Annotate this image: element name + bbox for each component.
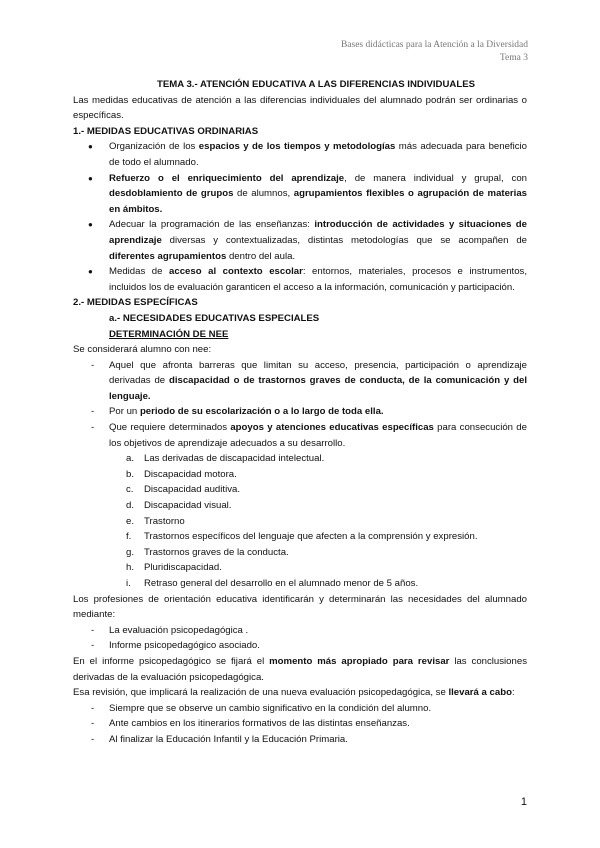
document-title: TEMA 3.- ATENCIÓN EDUCATIVA A LAS DIFERENCIAS INDIVIDUALES	[156, 79, 476, 90]
list-item: - Que requiere determinados apoyos y atenciones educativas específicas para consecución de los objetivos de aprendizaje adecuados a su desarrollo.	[73, 420, 527, 451]
list-item: - Por un periodo de su escolarización o a lo largo de toda ella.	[73, 404, 527, 420]
list-item: a. Las derivadas de discapacidad intelectual.	[126, 453, 325, 465]
page-header	[341, 39, 528, 65]
ordinary-measures-list	[73, 139, 527, 295]
list-item: - Ante cambios en los itinerarios formativos de las distintas enseñanzas.	[73, 716, 527, 732]
subsection-subheading: DETERMINACIÓN DE NEE	[109, 328, 229, 340]
review-paragraph: Esa revisión, que implicará la realización de una nueva evaluación psicopedagógica, se llevará a cabo:	[73, 687, 515, 699]
list-item: - Informe psicopedagógico asociado.	[73, 638, 527, 654]
list-item: e. Trastorno	[126, 515, 185, 527]
disability-types-list	[73, 451, 527, 591]
header-course-title: Bases didácticas para la Atención a la Diversidad	[340, 40, 528, 50]
section-1-heading: 1.- MEDIDAS EDUCATIVAS ORDINARIAS	[73, 125, 259, 137]
list-item: i. Retraso general del desarrollo en el alumnado menor de 5 años.	[126, 578, 419, 589]
list-item: c. Discapacidad auditiva.	[126, 484, 240, 496]
document-body	[73, 77, 527, 748]
list-item: f. Trastornos específicos del lenguaje que afecten a la comprensión y expresión.	[126, 531, 478, 543]
list-item: - Siempre que se observe un cambio significativo en la condición del alumno.	[73, 701, 527, 717]
page-number: 1	[520, 796, 527, 808]
intro-paragraph: Las medidas educativas de atención a las diferencias individuales del alumnado podrán ser ordinarias o específicas.	[73, 94, 527, 122]
list-item: g. Trastornos graves de la conducta.	[126, 546, 289, 558]
list-item: d. Discapacidad visual.	[126, 500, 232, 512]
list-item: - Aquel que afronta barreras que limitan su acceso, presencia, participación o aprendizaje derivadas de discapacidad o de trastornos graves de conducta, de la comunicación y del lenguaje.	[73, 358, 527, 405]
list-item: b. Discapacidad motora.	[126, 468, 237, 480]
review-cases-list	[73, 701, 527, 748]
nee-lead: Se considerará alumno con nee:	[73, 344, 212, 356]
list-item: h. Pluridiscapacidad.	[126, 562, 222, 574]
subsection-heading: a.- NECESIDADES EDUCATIVAS ESPECIALES	[109, 312, 320, 324]
section-2-heading: 2.- MEDIDAS ESPECÍFICAS	[73, 297, 198, 309]
header-topic: Tema 3	[499, 53, 528, 63]
list-item: ● Refuerzo o el enriquecimiento del aprendizaje, de manera individual y grupal, con desdoblamiento de grupos de alumnos, agrupamientos flexibles o agrupación de materias en ámbitos.	[73, 171, 527, 218]
orientation-paragraph: Los profesiones de orientación educativa identificarán y determinarán las necesidades del alumnado mediante:	[73, 593, 527, 621]
report-paragraph: En el informe psicopedagógico se fijará el momento más apropiado para revisar las conclusiones derivadas de la evaluación psicopedagógica.	[73, 655, 527, 683]
list-item: ● Medidas de acceso al contexto escolar: entornos, materiales, procesos e instrumentos, incluidos los de evaluación garanticen el acceso a la información, comunicación y participación.	[73, 264, 527, 295]
list-item: - La evaluación psicopedagógica .	[73, 623, 527, 639]
evaluation-list	[73, 623, 527, 654]
list-item: ● Adecuar la programación de las enseñanzas: introducción de actividades y situaciones de aprendizaje diversas y contextualizadas, distintas metodologías que se acompañen de diferentes agrupamientos dentro del aula.	[73, 217, 527, 264]
nee-criteria-list	[73, 358, 527, 452]
list-item: ● Organización de los espacios y de los tiempos y metodologías más adecuada para beneficio de todo el alumnado.	[73, 139, 527, 170]
list-item: - Al finalizar la Educación Infantil y la Educación Primaria.	[73, 732, 527, 748]
